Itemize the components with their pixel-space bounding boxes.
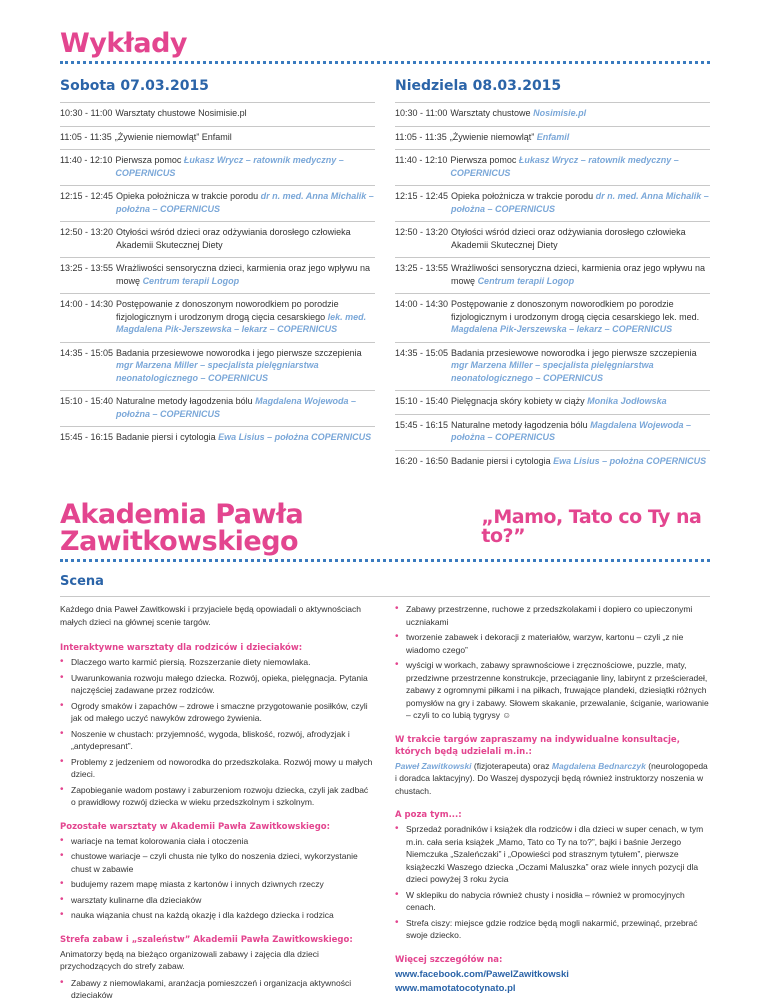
schedule-description: [450, 154, 710, 179]
list-item: • chustowe wariacje – czyli chusta nie tylko do noszenia dzieci, wykorzystanie chust w zabawie: [60, 850, 375, 875]
besides-title: A poza tym...:: [395, 810, 462, 820]
schedule-speaker: mgr Marzena Miller – specjalista pielęgniarstwa neonatologicznego – COPERNICUS: [116, 360, 319, 383]
schedule-speaker: Magdalena Wojewoda – położna – COPERNICUS: [451, 419, 691, 442]
schedule-speaker: lek. med. Magdalena Pik-Jerszewska – lekarz – COPERNICUS: [116, 311, 367, 334]
schedule-description: [450, 107, 710, 120]
schedule-description: [451, 190, 710, 215]
schedule-description: [450, 131, 710, 144]
schedule-row: [395, 414, 710, 450]
schedule-row: [395, 257, 710, 293]
schedule-time: 13:25 - 13:55: [395, 263, 449, 273]
schedule-topic: Pielęgnacja skóry kobiety w ciąży: [451, 396, 588, 406]
lectures-title: Wykłady: [60, 28, 188, 59]
schedule-row: [395, 185, 710, 221]
consultations-title: W trakcie targów zapraszamy na indywidualne konsultacje, których będą udzielali m.in.:: [395, 734, 680, 757]
schedule-speaker: dr n. med. Anna Michalik – położna – COPERNICUS: [451, 191, 709, 214]
schedule-time: 11:40 - 12:10: [60, 155, 113, 165]
schedule-speaker: Łukasz Wrycz – ratownik medyczny – COPERNICUS: [115, 155, 344, 178]
schedule-row: [60, 221, 375, 257]
schedule-time: 15:45 - 16:15: [60, 432, 114, 442]
scene-title: Scena: [60, 574, 710, 597]
schedule-row: [395, 342, 710, 391]
schedule-row: [60, 149, 375, 185]
schedule-topic: Opieka położnicza w trakcie porodu: [116, 191, 261, 201]
schedule-row: [395, 126, 710, 150]
play-zone-title: Strefa zabaw i „szaleństw” Akademii Pawła Zawitkowskiego:: [60, 934, 353, 945]
schedule-topic: Warsztaty chustowe Nosimisie.pl: [115, 108, 247, 118]
schedule-description: [116, 431, 375, 444]
list-item: • wariacje na temat kolorowania ciała i otoczenia: [60, 835, 375, 848]
schedule-row: [60, 342, 375, 391]
schedule-description: [115, 107, 375, 120]
schedule-row: [60, 257, 375, 293]
other-workshops-title: Pozostałe warsztaty w Akademii Pawła Zawitkowskiego:: [60, 821, 331, 832]
list-item: • Problemy z jedzeniem od noworodka do przedszkolaka. Rozwój mowy u małych dzieci.: [60, 756, 375, 781]
list-item: • Dlaczego warto karmić piersią. Rozszerzanie diety niemowlaka.: [60, 656, 375, 669]
schedule-topic: Naturalne metody łagodzenia bólu: [451, 419, 591, 430]
schedule-row: [60, 293, 375, 342]
schedule-time: 13:25 - 13:55: [60, 263, 114, 273]
schedule-time: 14:00 - 14:30: [395, 299, 449, 309]
schedule-speaker: Nosimisie.pl: [533, 108, 587, 118]
workshops-title: Interaktywne warsztaty dla rodziców i dzieciaków:: [60, 643, 303, 653]
list-item: • warsztaty kulinarne dla dzieciaków: [60, 894, 375, 907]
schedule-speaker: Centrum terapii Logop: [477, 275, 575, 286]
dotted-divider: [60, 559, 710, 562]
list-item: • Zabawy z niemowlakami, aranżacja pomieszczeń i organizacja aktywności dzieciaków: [60, 977, 375, 1002]
schedule-speaker: dr n. med. Anna Michalik – położna – COPERNICUS: [116, 191, 374, 214]
schedule-time: 12:15 - 12:45: [395, 191, 449, 201]
list-item: • W sklepiku do nabycia również chusty i nosidła – również w promocyjnych cenach.: [395, 889, 710, 914]
schedule-time: 11:05 - 11:35: [60, 131, 112, 142]
schedule-time: 12:50 - 13:20: [395, 227, 449, 237]
list-item: • Zabawy przestrzenne, ruchowe z przedszkolakami i dopiero co upieczonymi uczniakami: [395, 603, 710, 628]
schedule-row: [395, 221, 710, 257]
schedule-row: [60, 390, 375, 426]
schedule-time: 12:50 - 13:20: [60, 227, 114, 237]
academy-columns: [60, 603, 710, 1005]
page: [60, 0, 710, 1005]
saturday-schedule: [60, 102, 375, 450]
more-info-title: Więcej szczegółów na:: [395, 954, 503, 965]
list-item: • Zapobieganie wadom postawy i zaburzeniom rozwoju dziecka, czyli jak zadbać o prawidłowy rozwój dziecka w wieku przedszkolnym i szkolnym.: [60, 784, 375, 809]
list-item: • Ogrody smaków i zapachów – zdrowe i smaczne przygotowanie posiłków, czyli jak od małego uczyć nawyków zdrowego żywienia.: [60, 700, 375, 725]
schedule-speaker: Łukasz Wrycz – ratownik medyczny – COPERNICUS: [450, 155, 679, 178]
saturday-column: [60, 64, 375, 473]
schedule-time: 14:35 - 15:05: [60, 347, 114, 358]
schedule-topic: „Żywienie niemowląt” Enfamil: [114, 131, 232, 142]
schedule-row: [395, 450, 710, 474]
facebook-link[interactable]: www.facebook.com/PawelZawitkowski: [395, 968, 569, 980]
list-item: • Strefa ciszy: miejsce gdzie rodzice będą mogli nakarmić, przewinąć, przebrać swoje dziecko.: [395, 917, 710, 942]
play-zone-list-continued: [395, 603, 710, 722]
schedule-description: [451, 419, 710, 444]
lectures-section: [60, 0, 710, 473]
besides-list: [395, 823, 710, 942]
website-link[interactable]: www.mamotatocotynato.pl: [395, 982, 516, 994]
schedule-speaker: mgr Marzena Miller – specjalista pielęgniarstwa neonatologicznego – COPERNICUS: [451, 360, 654, 383]
list-item: • budujemy razem mapę miasta z kartonów i innych dziwnych rzeczy: [60, 878, 375, 891]
schedule-description: [116, 226, 375, 251]
schedule-speaker: Monika Jodłowska: [587, 396, 667, 406]
schedule-time: 15:10 - 15:40: [395, 396, 449, 406]
sunday-column: [395, 64, 710, 473]
schedule-speaker: Centrum terapii Logop: [142, 275, 240, 286]
schedule-topic: Pierwsza pomoc: [450, 155, 519, 165]
schedule-topic: Naturalne metody łagodzenia bólu: [116, 396, 256, 406]
schedule-topic: Postępowanie z donoszonym noworodkiem po porodzie fizjologicznym i urodzonym drogą cięcia cesarskiego lek. med.: [451, 299, 700, 322]
schedule-row: [60, 426, 375, 450]
play-zone-intro: Animatorzy będą na bieżąco organizowali zabawy i zajęcia dla dzieci przychodzących do strefy zabaw.: [60, 948, 319, 971]
schedule-time: 11:05 - 11:35: [395, 131, 447, 142]
list-item: • tworzenie zabawek i dekoracji z materiałów, warzyw, kartonu – czyli „z nie wiadomo czego”: [395, 631, 710, 656]
schedule-topic: Wrażliwości sensoryczna dzieci, karmienia oraz jego wpływu na mowę: [451, 263, 705, 286]
list-item: • wyścigi w workach, zabawy sprawnościowe i zręcznościowe, puzzle, maty, przedziwne przestrzenne konstrukcje, przeciąganie liny, labirynt z prześcieradeł, zabawy z ogromnymi piłkami i na piłkach, fruwające plandeki, dziesiątki różnych pomysłów na gry i zabawy. Słowem skakanie, przewalanie, ściganie, wariowanie – czyli to co lubią tygrysy ☺: [395, 659, 710, 722]
consultations-text-part: (fizjoterapeuta) oraz: [471, 760, 552, 771]
schedule-description: [116, 395, 375, 420]
links: [395, 968, 710, 996]
other-workshops-list: [60, 835, 375, 922]
schedule-topic: Pierwsza pomoc: [115, 155, 184, 165]
schedule-description: [115, 154, 375, 179]
schedule-description: [116, 298, 375, 336]
schedule-topic: Postępowanie z donoszonym noworodkiem po porodzie fizjologicznym i urodzonym drogą cięcia cesarskiego: [116, 299, 339, 322]
consultant-name: Paweł Zawitkowski: [395, 760, 472, 771]
schedule-speaker: Ewa Lisius – położna COPERNICUS: [218, 432, 372, 442]
schedule-time: 15:45 - 16:15: [395, 419, 449, 430]
academy-heading: [60, 501, 710, 555]
schedule-speaker: Magdalena Wojewoda – położna – COPERNICUS: [116, 396, 356, 419]
schedule-topic: Badanie piersi i cytologia: [116, 432, 219, 442]
schedule-row: [60, 126, 375, 150]
play-zone-list: [60, 977, 375, 1002]
schedule-topic: Badania przesiewowe noworodka i jego pierwsze szczepienia: [116, 347, 362, 358]
schedule-topic: Otyłości wśród dzieci oraz odżywiania dorosłego człowieka Akademii Skutecznej Diety: [451, 227, 686, 250]
schedule-topic: Badania przesiewowe noworodka i jego pierwsze szczepienia: [451, 347, 697, 358]
academy-title: Akademia Pawła Zawitkowskiego: [60, 499, 304, 557]
sunday-schedule: [395, 102, 710, 473]
schedule-row: [395, 102, 710, 126]
schedule-description: [451, 395, 710, 408]
schedule-time: 10:30 - 11:00: [395, 108, 448, 118]
schedule-time: 10:30 - 11:00: [60, 108, 113, 118]
schedule-topic: „Żywienie niemowląt”: [449, 131, 537, 142]
schedule-row: [395, 293, 710, 342]
saturday-title: Sobota 07.03.2015: [60, 78, 209, 94]
consultations-text-part: (neurologopeda i doradca laktacyjny). Do Waszej dyspozycji będą również instruktorzy noszenia w chustach.: [395, 760, 708, 796]
schedule-topic: Badanie piersi i cytologia: [451, 455, 554, 466]
academy-section: [60, 501, 710, 1005]
schedule-topic: Otyłości wśród dzieci oraz odżywiania dorosłego człowieka Akademii Skutecznej Diety: [116, 227, 351, 250]
schedule-description: [116, 262, 375, 287]
list-item: • Noszenie w chustach: przyjemność, wygoda, bliskość, rozwój, afrodyzjak i „antydepresant”.: [60, 728, 375, 753]
schedule-time: 15:10 - 15:40: [60, 396, 114, 406]
schedule-topic: Wrażliwości sensoryczna dzieci, karmienia oraz jego wpływu na mowę: [116, 263, 370, 286]
schedule-description: [451, 347, 710, 385]
list-item: • Sprzedaż poradników i książek dla rodziców i dla dzieci w super cenach, w tym m.in. cała seria książek „Mamo, Tato co Ty na to?”, bajki i baśnie Jerzego Niemczuka „Szaleńczaki” i „Opowieści pod strasznym tytułem”, pierwsze książeczki Waszego dziecka „Oczami Maluszka” oraz wiele innych pozycji dla dzieci powyżej 3 roku życia: [395, 823, 710, 886]
schedule-description: [116, 190, 375, 215]
schedule-time: 14:00 - 14:30: [60, 299, 114, 309]
workshops-list: [60, 656, 375, 809]
schedule-row: [395, 149, 710, 185]
list-item: • Uwarunkowania rozwoju małego dziecka. Rozwój, opieka, pielęgnacja. Pytania najczęściej zadawane przez rodziców.: [60, 672, 375, 697]
schedule-description: [451, 298, 710, 336]
schedule-time: 14:35 - 15:05: [395, 347, 449, 358]
schedule-description: [115, 131, 375, 144]
schedule-row: [60, 102, 375, 126]
schedule-time: 12:15 - 12:45: [60, 191, 114, 201]
schedule-topic: Warsztaty chustowe: [450, 108, 534, 118]
schedule-description: [451, 455, 710, 468]
lectures-columns: [60, 64, 710, 473]
sunday-title: Niedziela 08.03.2015: [395, 78, 562, 94]
academy-left-column: [60, 603, 375, 1005]
schedule-time: 11:40 - 12:10: [395, 155, 448, 165]
schedule-topic: Opieka położnicza w trakcie porodu: [451, 191, 596, 201]
scene-intro: Każdego dnia Paweł Zawitkowski i przyjaciele będą opowiadali o aktywnościach małych dzieci na głównej scenie targów.: [60, 604, 361, 627]
schedule-description: [451, 226, 710, 251]
consultations-text: [395, 760, 710, 798]
schedule-row: [60, 185, 375, 221]
schedule-speaker: Ewa Lisius – położna COPERNICUS: [553, 455, 707, 466]
schedule-speaker: Enfamil: [536, 131, 570, 142]
schedule-description: [116, 347, 375, 385]
list-item: • nauka wiązania chust na każdą okazję i dla każdego dziecka i rodzica: [60, 909, 375, 922]
academy-subtitle: „Mamo, Tato co Ty na to?”: [481, 506, 702, 547]
consultant-name: Magdalena Bednarczyk: [551, 760, 646, 771]
schedule-time: 16:20 - 16:50: [395, 455, 449, 466]
schedule-row: [395, 390, 710, 414]
academy-right-column: [395, 603, 710, 1005]
schedule-speaker: Magdalena Pik-Jerszewska – lekarz – COPERNICUS: [451, 324, 673, 334]
schedule-description: [451, 262, 710, 287]
